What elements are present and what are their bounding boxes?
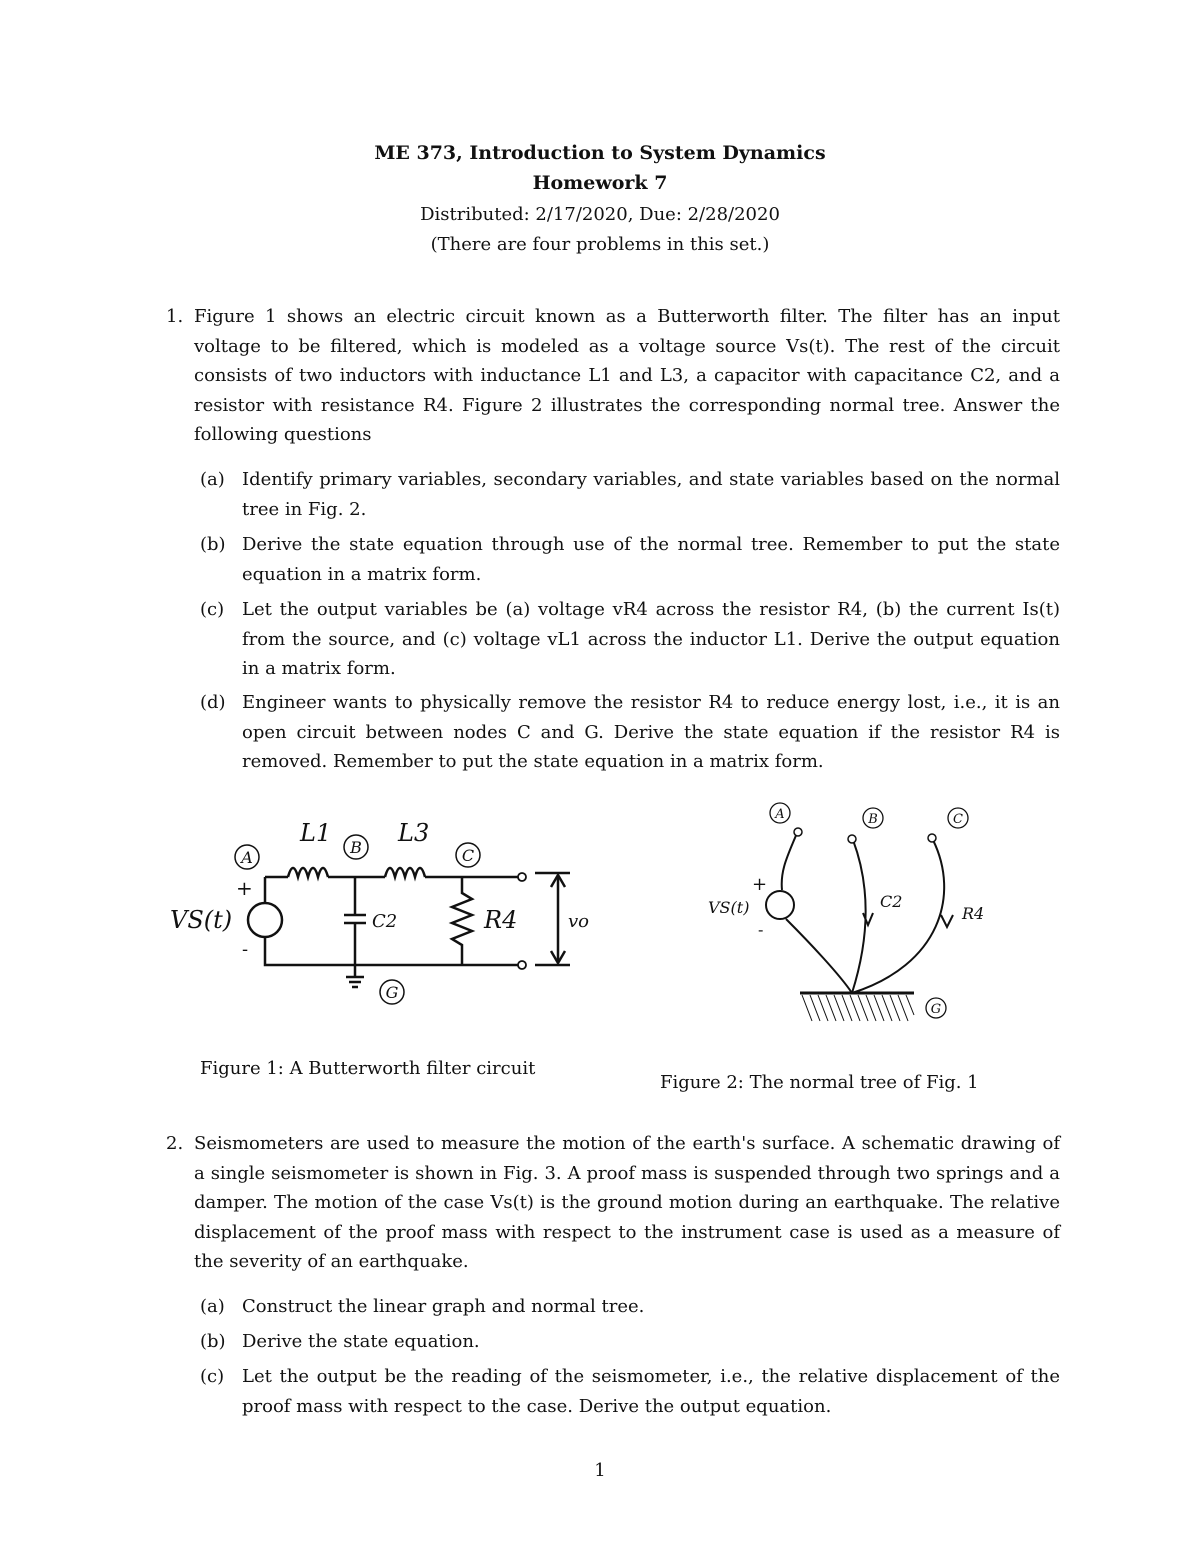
branch-source-lower [786,919,852,993]
capacitor-c2-label: C2 [372,911,398,932]
wire [265,937,520,965]
problem-number: 1. [166,306,184,327]
problem-text: Seismometers are used to measure the motion of the earth's surface. A schematic drawing of a single seismometer is shown in Fig. 3. A proof mass is suspended through two springs and a damper. The motion of the case Vs(t) is the ground motion during an earthquake. The relative displacement of the proof mass with respect to the instrument case is used as a measure of the severity of an earthquake. [194,1133,1060,1272]
node-c-label: C [953,812,963,827]
node-a-terminal [794,828,802,836]
capacitor-plates [344,915,366,923]
dates-line: Distributed: 2/17/2020, Due: 2/28/2020 [420,204,780,225]
problem-2 [166,1129,1060,1277]
voltage-source-circle [248,903,282,937]
branch-source-upper [782,833,797,890]
problem-2-part-a [200,1292,1060,1322]
problem-2-part-c [200,1362,1060,1421]
resistor-r4-label: R4 [484,906,518,934]
capacitor-c2-label: C2 [880,892,903,911]
node-b-label: B [350,838,362,857]
problem-1 [166,302,1060,450]
source-label: VS(t) [170,906,233,934]
part-text: Derive the state equation. [242,1331,480,1352]
page-title: ME 373, Introduction to System Dynamics [374,142,826,164]
plus-sign: + [752,874,768,895]
part-label: (d) [200,692,226,713]
ground-hatching [802,995,914,1021]
inductor-l3-coil [385,868,425,877]
part-label: (a) [200,1296,225,1317]
butterworth-circuit-diagram [170,815,600,1015]
resistor-r4-zigzag [452,877,472,965]
source-label: VS(t) [708,898,750,917]
part-text: Let the output be the reading of the seismometer, i.e., the relative displacement of the proof mass with respect to the case. Derive the output equation. [242,1366,1060,1417]
homework-subtitle: Homework 7 [532,172,668,194]
node-a-label: A [241,848,253,867]
node-b-terminal [848,835,856,843]
minus-sign: - [242,939,249,960]
output-voltage-label: vo [568,911,590,932]
problem-1-part-c [200,595,1060,684]
problem-number: 2. [166,1133,184,1154]
problem-2-part-b [200,1327,1060,1357]
node-g-label: G [385,983,399,1002]
problem-1-part-a [200,465,1060,524]
part-text: Derive the state equation through use of the normal tree. Remember to put the state equation in a matrix form. [242,534,1060,585]
part-text: Identify primary variables, secondary variables, and state variables based on the normal tree in Fig. 2. [242,469,1060,520]
node-c-label: C [461,846,475,865]
figure-2-caption: Figure 2: The normal tree of Fig. 1 [660,1072,979,1093]
plus-sign: + [236,876,253,900]
inductor-l3-label: L3 [398,819,430,847]
part-text: Engineer wants to physically remove the resistor R4 to reduce energy lost, i.e., it is an open circuit between nodes C and G. Derive the state equation if the resistor R4 is removed. Remember to put the state equation in a matrix form. [242,692,1060,772]
part-label: (b) [200,1331,226,1352]
terminal [518,961,526,969]
part-text: Let the output variables be (a) voltage vR4 across the resistor R4, (b) the current Is(t) from the source, and (c) voltage vL1 across the inductor L1. Derive the output equation in a matrix form. [242,599,1060,679]
page-number: 1 [594,1460,606,1481]
problem-1-part-b [200,530,1060,589]
problem-1-part-d [200,688,1060,777]
part-label: (b) [200,534,226,555]
ground-symbol [346,965,364,987]
resistor-r4-label: R4 [962,904,985,923]
voltage-source-circle [766,891,794,919]
resistor-arrow [941,915,953,927]
inductor-l1-coil [288,868,328,877]
problem-text: Figure 1 shows an electric circuit known as a Butterworth filter. The filter has an input voltage to be filtered, which is modeled as a voltage source Vs(t). The rest of the circuit consists of two inductors with inductance L1 and L3, a capacitor with capacitance C2, and a resistor with resistance R4. Figure 2 illustrates the corresponding normal tree. Answer the following questions [194,306,1060,445]
part-text: Construct the linear graph and normal tree. [242,1296,645,1317]
terminal [518,873,526,881]
minus-sign: - [758,920,764,939]
figure-1-caption: Figure 1: A Butterworth filter circuit [200,1058,536,1079]
node-b-label: B [868,812,878,827]
inductor-l1-label: L1 [300,819,332,847]
node-g-label: G [930,1002,942,1017]
part-label: (c) [200,1366,225,1387]
node-c-terminal [928,834,936,842]
node-a-label: A [775,807,785,822]
problem-count-note: (There are four problems in this set.) [430,234,770,255]
normal-tree-diagram [700,795,1000,1030]
part-label: (c) [200,599,225,620]
part-label: (a) [200,469,225,490]
